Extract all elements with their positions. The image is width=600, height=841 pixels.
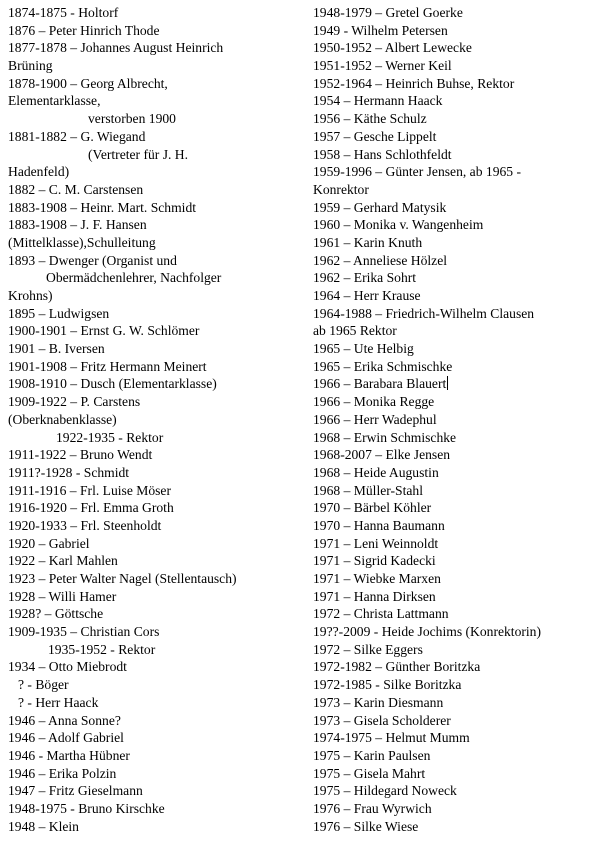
list-entry: 1957 – Gesche Lippelt [313,128,437,144]
list-entry: 1935-1952 - Rektor [48,641,156,657]
list-entry: 1966 – Herr Wadephul [313,411,437,427]
list-entry: 1908-1910 – Dusch (Elementarklasse) [8,376,217,392]
list-entry: 1946 – Anna Sonne? [8,712,121,728]
list-entry: 1922-1935 - Rektor [56,429,164,445]
right-column [313,4,595,835]
list-entry: 1934 – Otto Miebrodt [8,659,127,675]
list-entry: 1901-1908 – Fritz Hermann Meinert [8,358,207,374]
left-column [8,4,304,835]
list-entry: (Mittelklasse),Schulleitung [8,234,156,250]
list-entry: 1946 – Adolf Gabriel [8,730,124,746]
list-entry: 1954 – Hermann Haack [313,93,443,109]
list-entry: 1948-1975 - Bruno Kirschke [8,800,165,816]
list-entry: Elementarklasse, [8,93,101,109]
list-entry: 1964 – Herr Krause [313,288,421,303]
list-entry: 1881-1882 – G. Wiegand [8,128,146,144]
list-entry: 1900-1901 – Ernst G. W. Schlömer [8,323,200,339]
list-entry: 1971 – Wiebke Marxen [313,571,441,586]
list-entry: 1946 – Erika Polzin [8,765,117,781]
list-entry: 1960 – Monika v. Wangenheim [313,217,484,233]
list-entry: 1874-1875 - Holtorf [8,5,119,20]
list-entry: 1971 – Sigrid Kadecki [313,553,436,569]
list-entry: 1928 – Willi Hamer [8,588,117,604]
list-entry: 1877-1878 – Johannes August Heinrich [8,40,224,56]
list-entry: 19??-2009 - Heide Jochims (Konrektorin) [313,624,542,640]
list-entry: 1909-1935 – Christian Cors [8,624,160,640]
list-entry: 1951-1952 – Werner Keil [313,58,452,74]
list-entry: 1976 – Frau Wyrwich [313,800,432,816]
list-entry: Hadenfeld) [8,164,70,180]
list-entry: 1947 – Fritz Gieselmann [8,783,143,799]
list-entry: 1950-1952 – Albert Lewecke [313,40,472,56]
list-entry: 1909-1922 – P. Carstens [8,394,141,410]
list-entry: 1878-1900 – Georg Albrecht, [8,75,168,91]
list-entry: 1975 – Hildegard Noweck [313,783,457,799]
list-entry: 1965 – Erika Schmischke [313,358,453,374]
list-entry [313,375,595,393]
list-entry: 1968 – Heide Augustin [313,464,439,480]
list-entry: 1962 – Anneliese Hölzel [313,252,448,268]
list-entry: Konrektor [313,181,369,197]
list-entry: 1916-1920 – Frl. Emma Groth [8,500,174,516]
list-entry: 1972 – Christa Lattmann [313,606,449,622]
list-entry: 1952-1964 – Heinrich Buhse, Rektor [313,75,515,91]
list-entry: 1946 - Martha Hübner [8,747,130,763]
list-entry: 1911-1916 – Frl. Luise Möser [8,482,171,498]
list-entry: 1922 – Karl Mahlen [8,553,118,569]
list-entry: ? - Herr Haack [18,694,99,710]
list-entry: ab 1965 Rektor [313,323,397,339]
list-entry: 1965 – Ute Helbig [313,341,414,357]
list-entry: 1975 – Gisela Mahrt [313,765,426,781]
text-cursor [447,376,448,390]
list-entry: 1970 – Hanna Baumann [313,517,445,533]
list-entry: 1876 – Peter Hinrich Thode [8,22,160,38]
list-entry: 1959 – Gerhard Matysik [313,199,447,215]
list-entry: 1948 – Klein [8,818,79,834]
list-entry: 1971 – Leni Weinnoldt [313,535,439,551]
list-entry: 1959-1996 – Günter Jensen, ab 1965 - [313,164,522,180]
list-entry: 1973 – Karin Diesmann [313,694,444,710]
list-entry: 1966 – Monika Regge [313,394,435,410]
list-entry: 1976 – Silke Wiese [313,818,419,834]
list-entry: 1972-1982 – Günther Boritzka [313,659,481,675]
list-entry: Brüning [8,58,53,74]
list-entry: 1911?-1928 - Schmidt [8,464,130,480]
list-entry: 1883-1908 – Heinr. Mart. Schmidt [8,199,197,215]
list-entry: 1911-1922 – Bruno Wendt [8,447,153,463]
list-entry: 1920 – Gabriel [8,535,90,551]
list-entry: (Oberknabenklasse) [8,411,117,427]
list-entry: 1961 – Karin Knuth [313,234,423,250]
list-entry-text: 1966 – Barabara Blauert [313,376,447,392]
list-entry: 1893 – Dwenger (Organist und [8,252,177,268]
list-entry: 1975 – Karin Paulsen [313,747,431,763]
list-entry: 1974-1975 – Helmut Mumm [313,730,470,746]
list-entry: 1968 – Müller-Stahl [313,482,423,498]
list-entry: 1882 – C. M. Carstensen [8,181,144,197]
list-entry: 1901 – B. Iversen [8,341,105,357]
list-entry: 1962 – Erika Sohrt [313,270,417,286]
list-entry: 1958 – Hans Schlothfeldt [313,146,452,162]
list-entry: 1948-1979 – Gretel Goerke [313,5,463,20]
list-entry: 1973 – Gisela Scholderer [313,712,451,728]
list-entry: 1968-2007 – Elke Jensen [313,447,451,463]
list-entry: 1928? – Göttsche [8,606,104,622]
list-entry: 1971 – Hanna Dirksen [313,588,436,604]
list-entry: verstorben 1900 [88,111,176,127]
list-entry: 1895 – Ludwigsen [8,305,110,321]
list-entry: 1968 – Erwin Schmischke [313,429,457,445]
list-entry: 1920-1933 – Frl. Steenholdt [8,517,162,533]
list-entry: (Vertreter für J. H. [88,146,189,162]
list-entry: 1970 – Bärbel Köhler [313,500,432,516]
list-entry: 1964-1988 – Friedrich-Wilhelm Clausen [313,305,535,321]
list-entry: ? - Böger [18,677,69,693]
list-entry: 1956 – Käthe Schulz [313,111,427,127]
list-entry: 1923 – Peter Walter Nagel (Stellentausch) [8,571,237,586]
list-entry: 1972 – Silke Eggers [313,641,423,657]
list-entry: 1883-1908 – J. F. Hansen [8,217,147,233]
list-entry: 1949 - Wilhelm Petersen [313,22,448,38]
list-entry: 1972-1985 - Silke Boritzka [313,677,462,693]
list-entry: Obermädchenlehrer, Nachfolger [46,270,222,286]
list-entry: Krohns) [8,288,53,303]
